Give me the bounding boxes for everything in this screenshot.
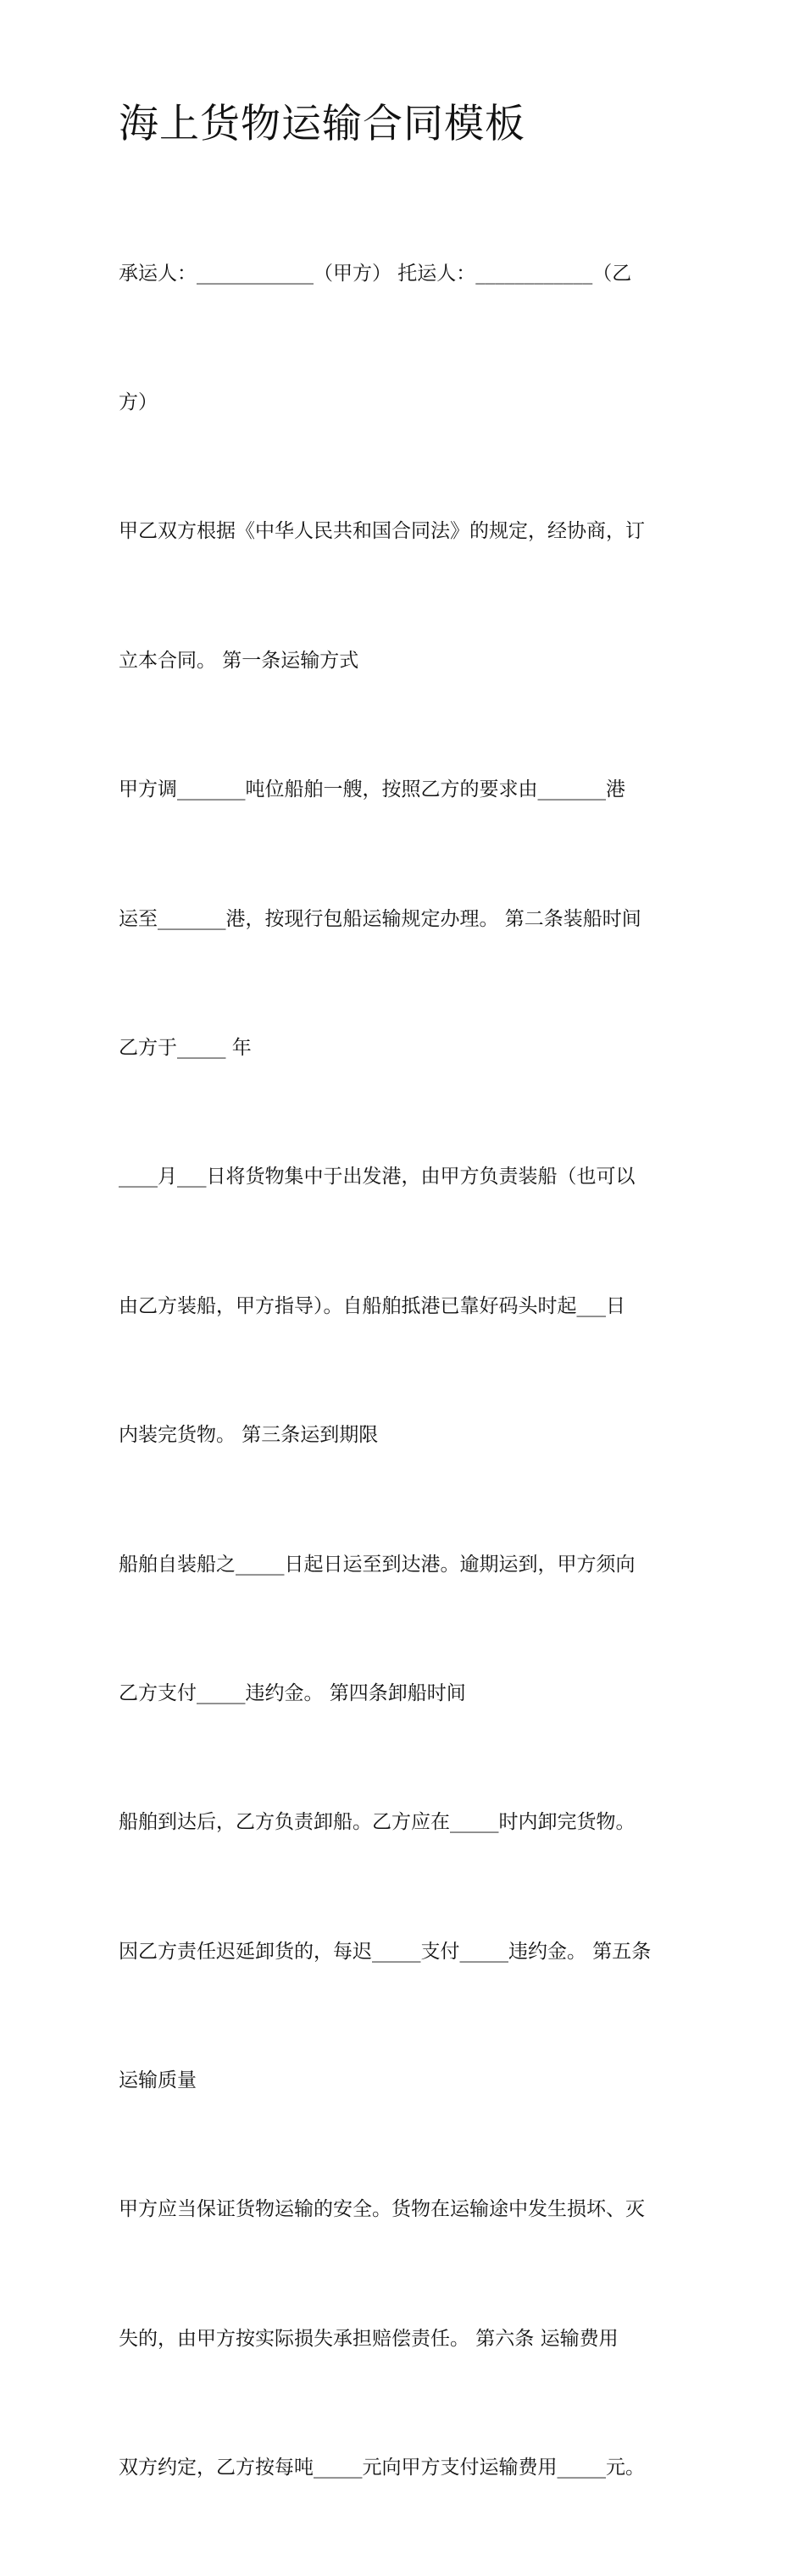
body-line: 甲方调_______吨位船舶一艘，按照乙方的要求由_______港 xyxy=(119,778,625,801)
body-line: 由乙方装船，甲方指导）。自船舶抵港已靠好码头时起___日 xyxy=(119,1294,625,1317)
body-line: 运至_______港，按现行包船运输规定办理。 第二条装船时间 xyxy=(119,907,641,930)
body-line: 船舶到达后，乙方负责卸船。乙方应在_____时内卸完货物。 xyxy=(119,1811,636,1834)
body-line: 船舶自装船之_____日起日运至到达港。逾期运到，甲方须向 xyxy=(119,1553,636,1576)
document-body xyxy=(119,166,695,2576)
document-title: 海上货物运输合同模板 xyxy=(119,101,525,147)
body-line: 甲方应当保证货物运输的安全。货物在运输途中发生损坏、灭 xyxy=(119,2198,645,2221)
body-line: ____月___日将货物集中于出发港，由甲方负责装船（也可以 xyxy=(119,1166,636,1188)
body-line: 乙方于_____ 年 xyxy=(119,1036,252,1059)
body-line: 甲乙双方根据《中华人民共和国合同法》的规定，经协商，订 xyxy=(119,520,645,543)
body-line: 立本合同。 第一条运输方式 xyxy=(119,649,359,672)
body-line: 承运人：____________（甲方） 托运人：____________（乙 xyxy=(119,262,632,285)
body-line: 内装完货物。 第三条运到期限 xyxy=(119,1424,379,1447)
body-line: 因乙方责任迟延卸货的，每迟_____支付_____违约金。 第五条 xyxy=(119,1940,652,1963)
body-line: 失的，由甲方按实际损失承担赔偿责任。 第六条 运输费用 xyxy=(119,2327,619,2350)
body-line: 方） xyxy=(119,391,158,413)
body-line: 双方约定，乙方按每吨_____元向甲方支付运输费用_____元。 xyxy=(119,2457,645,2479)
body-line: 运输质量 xyxy=(119,2069,197,2092)
body-line: 乙方支付_____违约金。 第四条卸船时间 xyxy=(119,1681,466,1704)
document-page xyxy=(119,95,695,2576)
